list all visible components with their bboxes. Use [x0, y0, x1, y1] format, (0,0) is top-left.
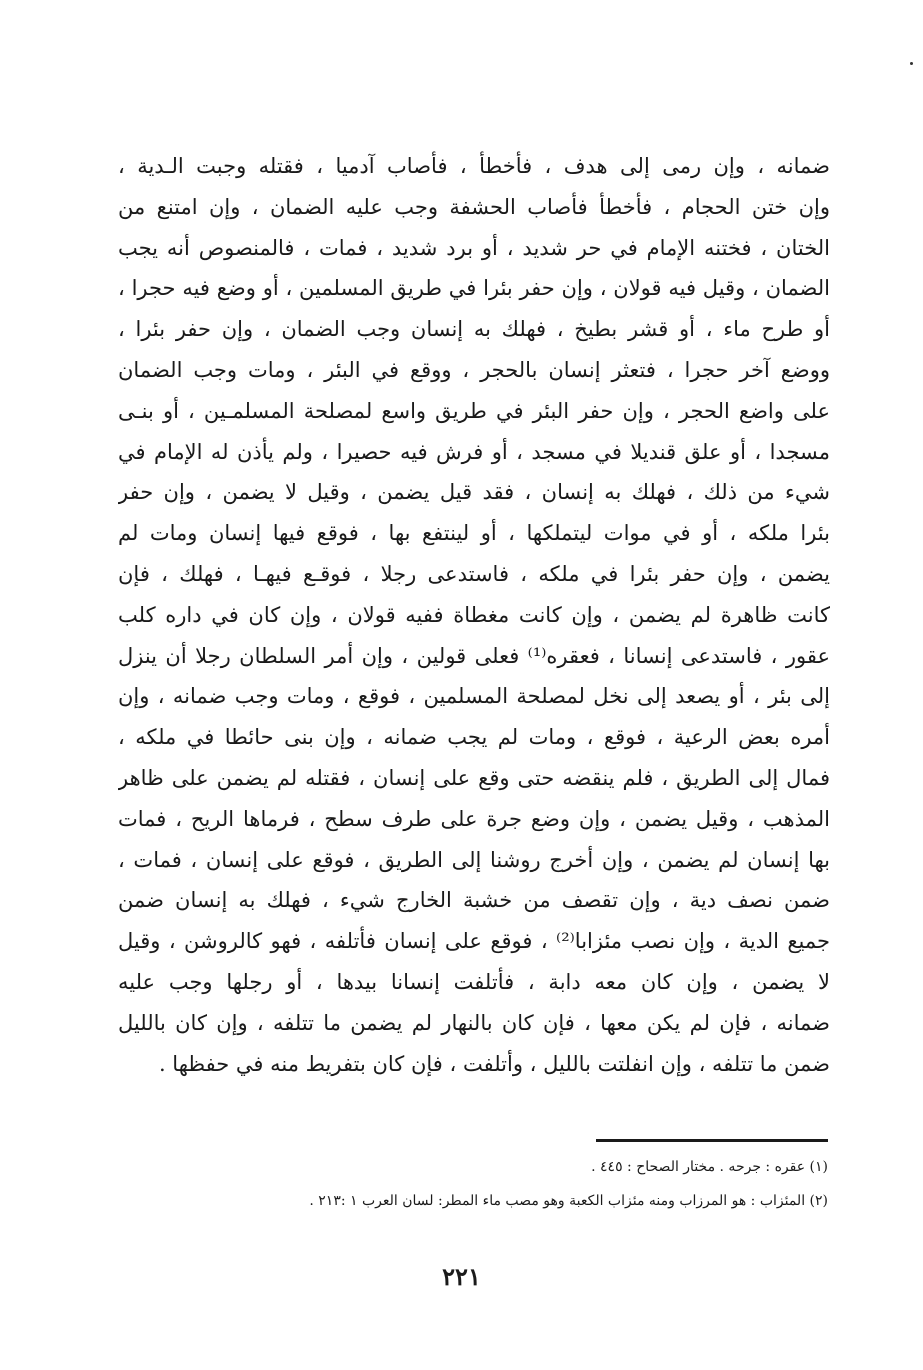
footnote-2: (٢) المئزاب : هو المرزاب ومنه مئزاب الكعبة وهو مصب ماء المطر: لسان العرب ١ :٢١٣ .: [309, 1193, 828, 1209]
text-line: ووضع آخر حجرا ، فتعثر إنسان بالحجر ، ووقع في البئر ، ومات وجب الضمان: [118, 357, 830, 382]
text-line: على واضع الحجر ، وإن حفر البئر في طريق واسع لمصلحة المسلمـين ، أو بنـى: [118, 398, 830, 423]
text-line: أمره بعض الرعية ، فوقع ، ومات لم يجب ضمانه ، وإن بنى حائطا في ملكه ،: [118, 725, 830, 750]
text-line: شيء من ذلك ، فهلك به إنسان ، فقد قيل يضمن ، وقيل لا يضمن ، وإن حفر: [118, 480, 830, 505]
text-line: ضمن نصف دية ، وإن تقصف من خشبة الخارج شيء ، فهلك به إنسان ضمن: [118, 888, 830, 913]
text-line: فمال إلى الطريق ، فلم ينقضه حتى وقع على إنسان ، فقتله لم يضمن على ظاهر: [118, 765, 830, 790]
text-line: ضمن ما تتلفه ، وإن انفلتت بالليل ، وأتلفت ، فإن كان بتفريط منه في حفظها .: [158, 1051, 830, 1076]
body-text: [118, 146, 830, 1084]
text-line: لا يضمن ، وإن كان معه دابة ، فأتلفت إنسانا بيدها ، أو رجلها وجب عليه: [118, 969, 830, 994]
text-line: وإن ختن الحجام ، فأخطأ فأصاب الحشفة وجب عليه الضمان ، وإن امتنع من: [118, 194, 830, 219]
text-line: مسجدا ، أو علق قنديلا في مسجد ، أو فرش فيه حصيرا ، ولم يأذن له الإمام في: [118, 439, 830, 464]
text-line: المذهب ، وقيل يضمن ، وإن وضع جرة على طرف سطح ، فرماها الريح ، فمات: [118, 806, 830, 831]
text-line: الضمان ، وقيل فيه قولان ، وإن حفر بئرا في طريق المسلمين ، أو وضع فيه حجرا ،: [118, 276, 830, 301]
text-line: يضمن ، وإن حفر بئرا في ملكه ، فاستدعى رجلا ، فوقـع فيهـا ، فهلك ، فإن: [118, 561, 830, 586]
text-line: بئرا ملكه ، أو في موات ليتملكها ، أو لينتفع بها ، فوقع فيها إنسان ومات لم: [118, 521, 830, 546]
page-number: ٢٢١: [442, 1262, 481, 1291]
text-line: الختان ، فختنه الإمام في حر شديد ، أو برد شديد ، فمات ، فالمنصوص أنه يجب: [118, 235, 830, 260]
margin-mark: [910, 62, 913, 65]
text-line: ضمانه ، وإن رمى إلى هدف ، فأخطأ ، فأصاب آدميا ، فقتله وجبت الـدية ،: [118, 154, 830, 178]
footnote-separator: [596, 1139, 828, 1142]
text-line: ضمانه ، فإن لم يكن معها ، فإن كان بالنهار لم يضمن ما تتلفه ، وإن كان بالليل: [118, 1010, 830, 1035]
footnote-1: (١) عقره : جرحه . مختار الصحاح : ٤٤٥ .: [591, 1159, 828, 1175]
footnotes: [200, 1150, 828, 1218]
text-line: كانت ظاهرة لم يضمن ، وإن كانت مغطاة ففيه قولان ، وإن كان في داره كلب: [118, 602, 830, 627]
text-line: عقور ، فاستدعى إنسانا ، فعقره⁽¹⁾ فعلى قولين ، وإن أمر السلطان رجلا أن ينزل: [118, 643, 830, 668]
text-line: أو طرح ماء ، أو قشر بطيخ ، فهلك به إنسان وجب الضمان ، وإن حفر بئرا ،: [118, 317, 830, 342]
text-line: إلى بئر ، أو يصعد إلى نخل لمصلحة المسلمين ، فوقع ، ومات وجب ضمانه ، وإن: [118, 684, 830, 709]
text-line: بها إنسان لم يضمن ، وإن أخرج روشنا إلى الطريق ، فوقع على إنسان ، فمات ،: [118, 847, 830, 872]
text-line: جميع الدية ، وإن نصب مئزابا⁽²⁾ ، فوقع على إنسان فأتلفه ، فهو كالروشن ، وقيل: [118, 929, 830, 954]
